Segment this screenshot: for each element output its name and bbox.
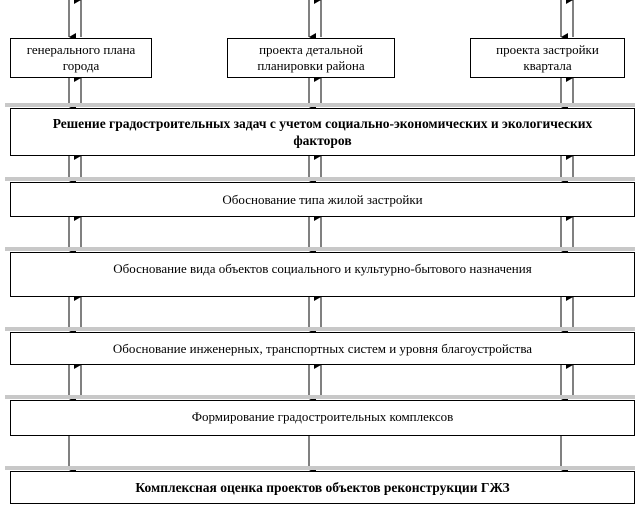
top-box-detailed-plan-label: проекта детальной планировки района — [257, 42, 365, 73]
stage-box-urban-tasks-label: Решение градостроительных задач с учетом социально-экономических и экологических факторов — [52, 116, 593, 148]
stage-box-complex-formation — [10, 400, 635, 436]
stage-box-housing-type — [10, 182, 635, 217]
top-box-detailed-plan — [227, 38, 395, 78]
stage-shadow — [5, 395, 635, 399]
top-box-block-development-label: проекта застройки квартала — [496, 42, 599, 73]
stage-box-complex-formation-label: Формирование градостроительных комплексов — [191, 409, 454, 424]
stage-shadow — [5, 466, 635, 470]
top-box-general-plan — [10, 38, 152, 78]
stage-shadow — [5, 327, 635, 331]
stage-box-engineering-systems — [10, 332, 635, 365]
stage-box-engineering-systems-label: Обоснование инженерных, транспортных систем и уровня благоустройства — [112, 340, 533, 356]
stage-box-social-facilities-label: Обоснование вида объектов социального и культурно-бытового назначения — [113, 261, 532, 276]
stage-box-urban-tasks — [10, 108, 635, 156]
stage-shadow — [5, 177, 635, 181]
top-box-block-development — [470, 38, 625, 78]
top-box-general-plan-label: генерального плана города — [26, 42, 136, 73]
stage-box-housing-type-label: Обоснование типа жилой застройки — [222, 191, 423, 207]
stage-box-final-assessment-label: Комплексная оценка проектов объектов реконструкции ГЖЗ — [135, 480, 510, 495]
stage-shadow — [5, 247, 635, 251]
stage-shadow — [5, 103, 635, 107]
stage-box-final-assessment — [10, 471, 635, 504]
stage-box-social-facilities — [10, 252, 635, 297]
